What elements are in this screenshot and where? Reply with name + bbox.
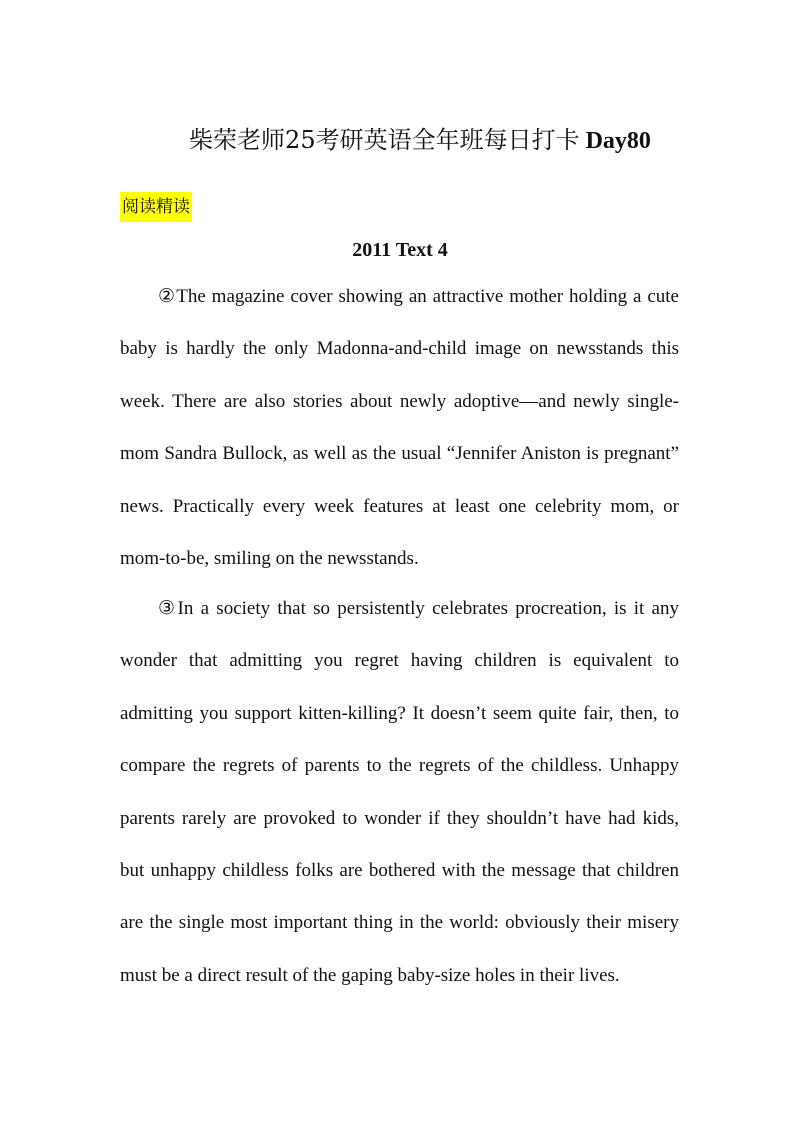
page-title-chinese: 柴荣老师25考研英语全年班每日打卡 — [189, 126, 580, 154]
paragraph-marker: ② — [158, 286, 177, 307]
paragraph-3 — [120, 583, 679, 1002]
paragraph-text: The magazine cover showing an attractive mother holding a cute baby is hardly the only Madonna-and-child image on newsstands this week. There are also stories about newly adoptive—and newly single-mom Sandra Bullock, as well as the usual “Jennifer Aniston is pregnant” news. Practically every week features at least one celebrity mom, or mom-to-be, smiling on the newsstands. — [120, 286, 679, 570]
section-tag-highlight: 阅读精读 — [120, 192, 192, 222]
paragraph-2 — [120, 271, 679, 585]
text-heading: 2011 Text 4 — [352, 239, 448, 261]
page-title-day: Day80 — [585, 128, 651, 154]
page-title — [0, 122, 800, 159]
paragraph-text: In a society that so persistently celebrates procreation, is it any wonder that admitting you regret having children is equivalent to admitting you support kitten-killing? It doesn’t seem quite fair, then, to compare the regrets of parents to the regrets of the childless. Unhappy parents rarely are provoked to wonder if they shouldn’t have had kids, but unhappy childless folks are bothered with the message that children are the single most important thing in the world: obviously their misery must be a direct result of the gaping baby-size holes in their lives. — [120, 598, 679, 986]
paragraph-marker: ③ — [158, 598, 178, 619]
